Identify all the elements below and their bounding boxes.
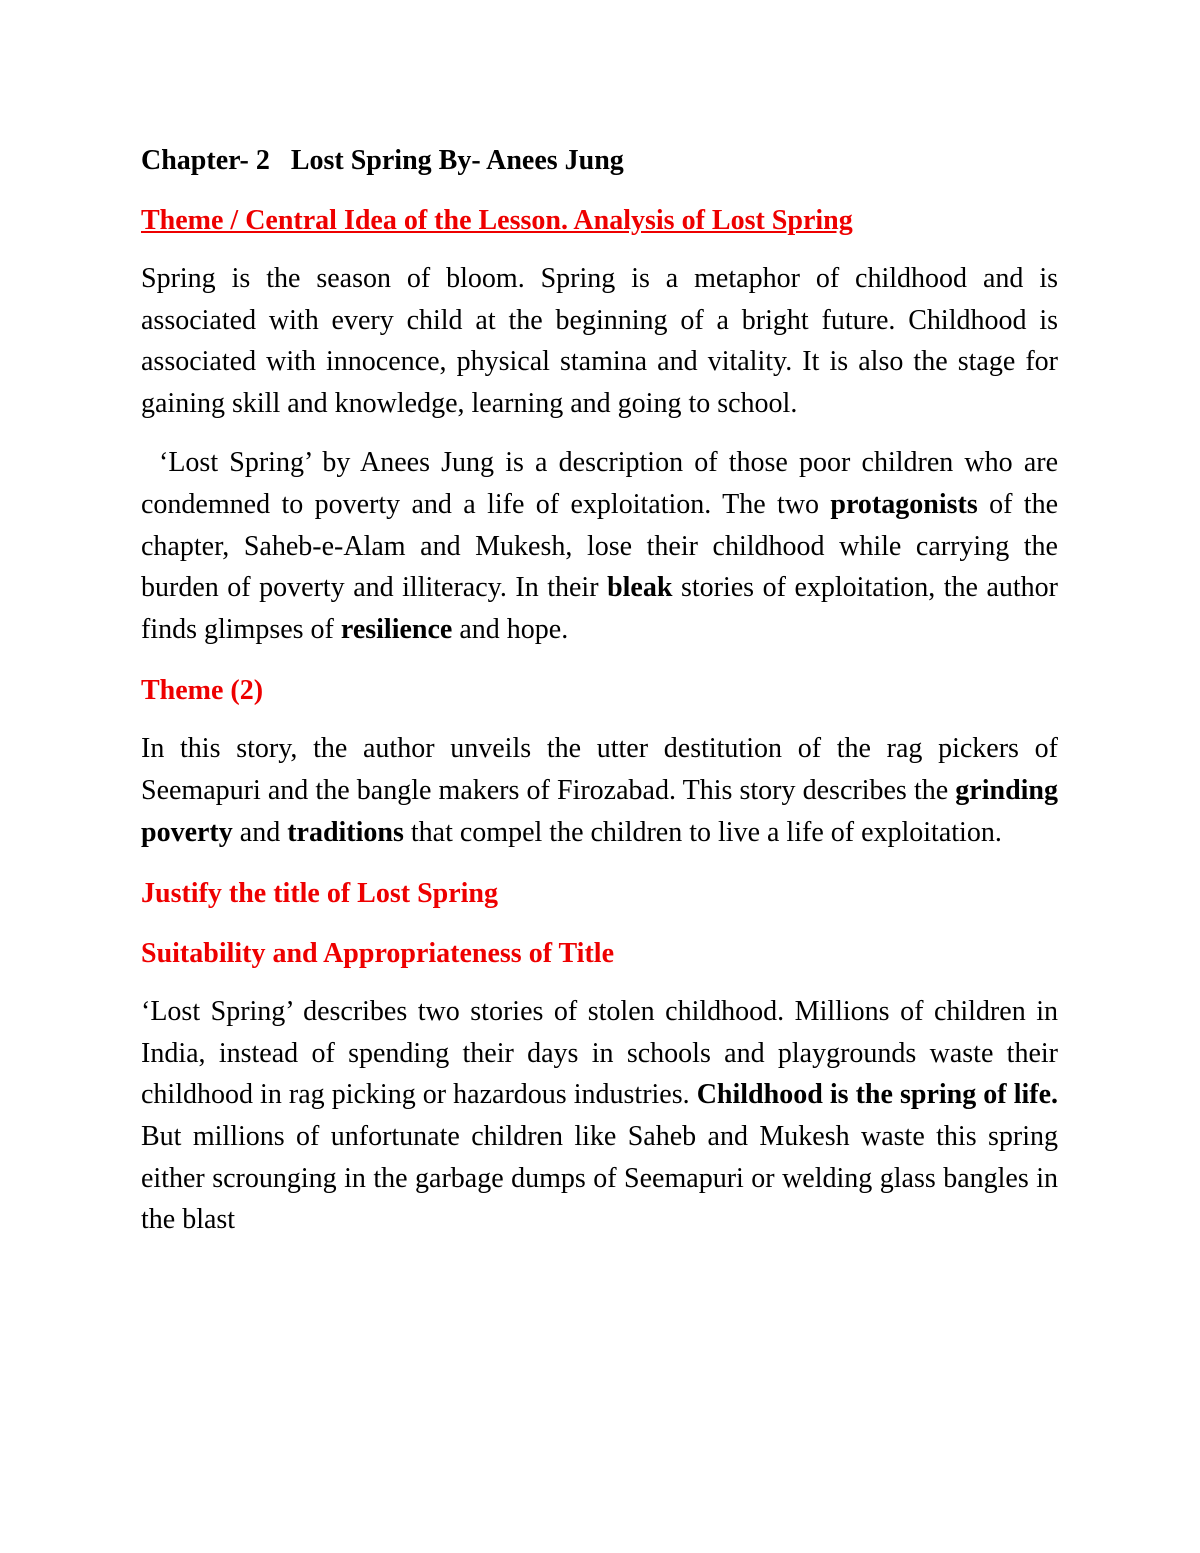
bold-term-resilience: resilience: [340, 613, 453, 645]
text-run: stories of exploitation, the author finds glimpses of: [141, 572, 1059, 645]
central-idea-heading: Theme / Central Idea of the Lesson. Analysis of Lost Spring: [141, 205, 853, 236]
bold-phrase-childhood-spring: Childhood is the spring of life.: [696, 1079, 1058, 1111]
chapter-title: Chapter- 2 Lost Spring By- Anees Jung: [141, 145, 624, 176]
text-run: and hope.: [452, 613, 569, 645]
text-run: that compel the children to live a life of exploitation.: [403, 816, 1002, 848]
suitability-title-heading: Suitability and Appropriateness of Title: [141, 938, 614, 970]
spring-metaphor-paragraph: Spring is the season of bloom. Spring is a metaphor of childhood and is associated with every child at the beginning of a bright future. Childhood is associated with innocence, physical stamina and vitality. It is also the stage for gaining skill and knowledge, learning and going to school.: [141, 263, 1058, 419]
bold-term-traditions: traditions: [287, 816, 404, 848]
title-justification-paragraph: [141, 991, 1058, 1241]
text-run: ‘Lost Spring’ by Anees Jung is a description of those poor children who are condemned to poverty and a life of exploitation. The two: [141, 447, 1058, 520]
text-run: ‘Lost Spring’ describes two stories of stolen childhood. Millions of children in India, instead of spending their days in schools and playgrounds waste their childhood in rag picking or hazardous industries.: [141, 996, 1058, 1111]
bold-term-protagonists: protagonists: [830, 488, 978, 520]
text-run: of the chapter, Saheb-e-Alam and Mukesh, lose their childhood while carrying the burden of poverty and illiteracy. In their: [141, 488, 1059, 604]
text-run: But millions of unfortunate children like Saheb and Mukesh waste this spring either scrounging in the garbage dumps of Seemapuri or welding glass bangles in the blast: [141, 1120, 1058, 1236]
document-page: [141, 138, 1058, 1259]
text-run: In this story, the author unveils the utter destitution of the rag pickers of Seemapuri and the bangle makers of Firozabad. This story describes the: [141, 733, 1058, 806]
bold-term-grinding-poverty: grinding poverty: [141, 774, 1058, 848]
lost-spring-description-paragraph: [141, 442, 1058, 650]
text-run: and: [232, 816, 288, 848]
theme-2-heading: Theme (2): [141, 675, 264, 707]
bold-term-bleak: bleak: [607, 572, 673, 604]
theme-2-paragraph: [141, 728, 1058, 853]
justify-title-heading: Justify the title of Lost Spring: [141, 878, 498, 910]
